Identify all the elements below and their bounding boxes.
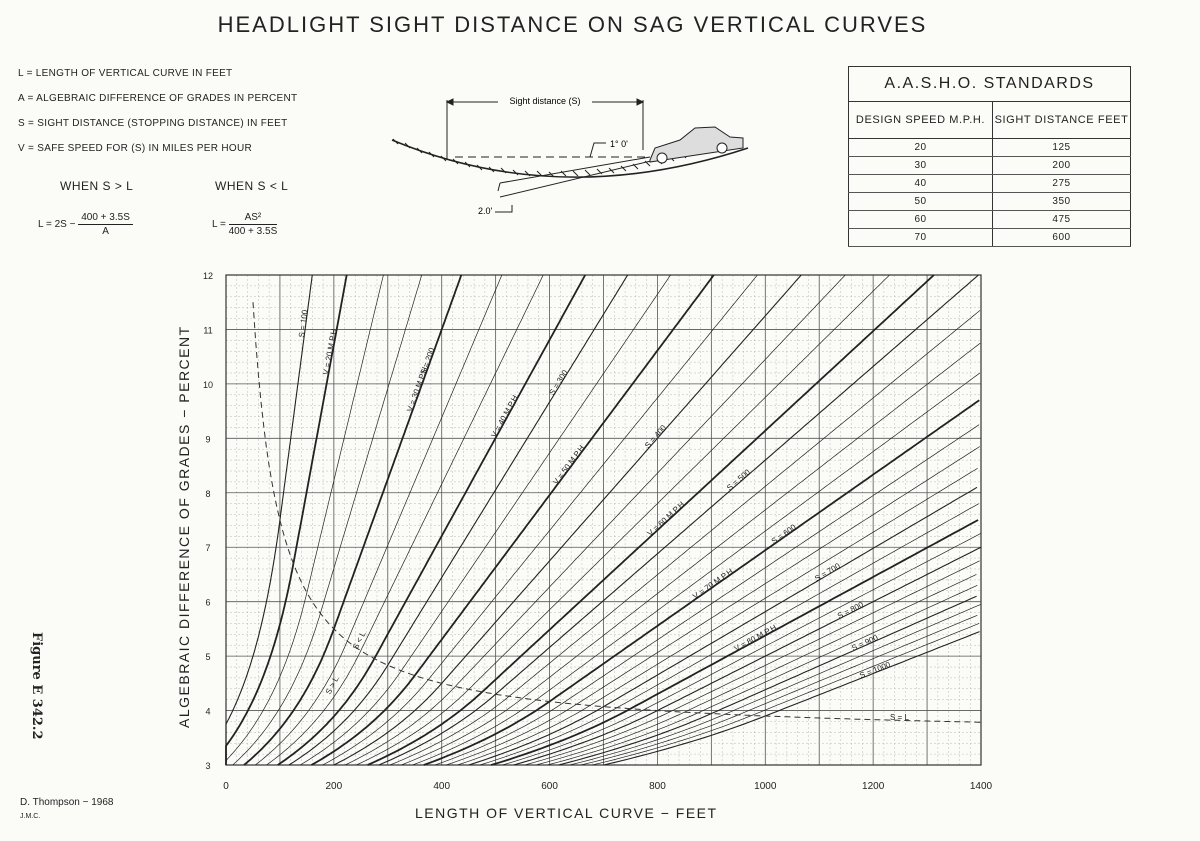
height-label: 2.0' (478, 206, 493, 216)
y-tick-label: 8 (205, 488, 211, 499)
speed-curve-label: V = 80 M.P.H. (732, 621, 780, 654)
s-curve-label: S = 500 (725, 467, 753, 493)
speed-curve-label: V = 40 M.P.H. (489, 391, 521, 440)
s-curve-label: S = 900 (850, 633, 880, 653)
y-tick-label: 4 (205, 706, 211, 717)
chart-area (203, 271, 993, 792)
initials: J.M.C. (20, 813, 41, 820)
boundary-label-lower: S < L (350, 630, 368, 651)
y-tick-label: 3 (205, 761, 211, 771)
y-axis-label: ALGEBRAIC DIFFERENCE OF GRADES − PERCENT (176, 325, 192, 728)
sight-distance-curve (311, 275, 713, 765)
x-tick-label: 1200 (862, 781, 885, 792)
figure-label: Figure E 342.2 (29, 632, 44, 740)
boundary-label-upper: S > L (323, 675, 341, 696)
angle-label: 1° 0' (610, 139, 628, 149)
standards-title: A.A.S.H.O. STANDARDS (849, 67, 1131, 102)
col-sight-distance: SIGHT DISTANCE FEET (993, 102, 1131, 139)
definition-l: L = LENGTH OF VERTICAL CURVE IN FEET (18, 68, 233, 79)
x-tick-label: 400 (433, 781, 451, 792)
headlight-beam (495, 157, 655, 212)
author-signature: D. Thompson − 1968 (20, 797, 114, 808)
sight-distance-curve (604, 632, 980, 765)
table-cell: 350 (993, 193, 1131, 211)
x-axis-label: LENGTH OF VERTICAL CURVE − FEET (415, 805, 718, 821)
sight-distance-curve (289, 275, 628, 765)
x-tick-label: 800 (649, 781, 666, 792)
s-curve-label: S = 300 (547, 368, 570, 397)
condition-s-less-l: WHEN S < L (215, 179, 289, 193)
y-tick-label: 11 (203, 325, 213, 336)
definition-a: A = ALGEBRAIC DIFFERENCE OF GRADES IN PERCENT (18, 93, 298, 104)
speed-curve-label: V = 60 M.P.H. (645, 498, 688, 539)
table-cell: 50 (849, 193, 993, 211)
chart-title: HEADLIGHT SIGHT DISTANCE ON SAG VERTICAL CURVES (217, 12, 928, 37)
speed-curve-label: V = 50 M.P.H. (551, 441, 588, 487)
speed-curve-label: V = 30 M.P.H. (405, 363, 431, 414)
car-rear-wheel (717, 143, 727, 153)
sight-distance-curve (469, 487, 977, 765)
boundary-label-end: S = L (890, 713, 909, 722)
y-tick-label: 12 (202, 271, 214, 281)
x-tick-label: 0 (223, 781, 229, 792)
x-tick-label: 200 (325, 781, 343, 792)
s-curve-label: S = 600 (769, 522, 798, 546)
sag-curve-diagram (392, 99, 748, 212)
speed-curve-label: V = 20 M.P.H. (321, 325, 340, 376)
formula1-denominator: A (102, 226, 109, 237)
dimension-line (447, 100, 643, 160)
table-cell: 275 (993, 175, 1131, 193)
s-curve-label: S = 100 (297, 309, 310, 339)
s-curve-label: S = 700 (813, 561, 842, 584)
table-cell: 125 (993, 139, 1131, 157)
sight-distance-curve (266, 275, 543, 765)
formula2-numerator: AS² (229, 212, 278, 225)
y-tick-label: 7 (205, 543, 211, 554)
table-cell: 20 (849, 139, 993, 157)
table-cell: 200 (993, 157, 1131, 175)
y-tick-label: 5 (205, 652, 211, 663)
definition-s: S = SIGHT DISTANCE (STOPPING DISTANCE) IN FEET (18, 118, 288, 129)
formula1-lhs: L = 2S − (38, 219, 76, 231)
y-tick-label: 6 (205, 597, 211, 608)
formula1-numerator: 400 + 3.5S (78, 212, 133, 225)
sight-distance-curve (491, 520, 978, 765)
table-cell: 600 (993, 229, 1131, 247)
angle-leader (590, 143, 606, 157)
s-curve-label: S = 1000 (858, 660, 892, 681)
x-tick-label: 600 (541, 781, 558, 792)
condition-s-greater-l: WHEN S > L (60, 179, 134, 193)
y-tick-label: 9 (205, 434, 211, 445)
definition-v: V = SAFE SPEED FOR (S) IN MILES PER HOUR (18, 143, 252, 154)
col-design-speed: DESIGN SPEED M.P.H. (849, 102, 993, 139)
speed-curve-label: V = 70 M.P.H. (691, 565, 737, 601)
x-tick-label: 1400 (969, 781, 993, 792)
sight-distance-curve (300, 275, 670, 765)
s-curve-label: S = 400 (642, 423, 669, 451)
table-cell: 30 (849, 157, 993, 175)
formula2-denominator: 400 + 3.5S (228, 226, 278, 237)
table-cell: 40 (849, 175, 993, 193)
s-curve-label: S = 800 (835, 600, 865, 621)
s-curve-label: S = 200 (418, 346, 437, 376)
x-tick-label: 1000 (754, 781, 777, 792)
table-cell: 70 (849, 229, 993, 247)
sight-distance-curve (255, 275, 502, 765)
sight-distance-curve (334, 275, 801, 765)
y-tick-label: 10 (202, 379, 214, 390)
sight-distance-label: Sight distance (S) (509, 96, 581, 106)
formula2-lhs: L = (212, 219, 226, 231)
table-cell: 60 (849, 211, 993, 229)
table-cell: 475 (993, 211, 1131, 229)
car-front-wheel (657, 153, 667, 163)
